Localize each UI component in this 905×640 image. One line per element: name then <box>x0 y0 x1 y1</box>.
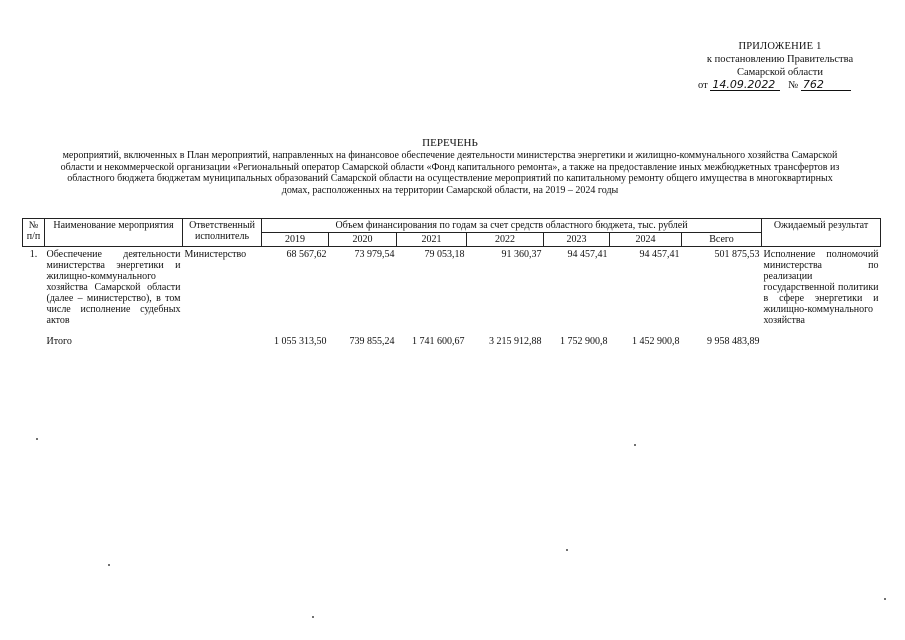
header-year: 2023 <box>544 233 610 247</box>
total-value-2020: 739 855,24 <box>349 336 395 347</box>
appendix-line-1: к постановлению Правительства <box>706 54 854 65</box>
row-value-2021: 79 053,18 <box>424 249 465 260</box>
total-result-cell <box>762 328 881 349</box>
date-prefix: от <box>698 80 708 91</box>
appendix-date-line <box>698 79 880 92</box>
handwritten-number: 762 <box>801 79 851 91</box>
total-row <box>23 328 881 349</box>
scan-speck <box>884 598 886 600</box>
scan-speck <box>566 549 568 551</box>
total-value-2019: 1 055 313,50 <box>274 336 327 347</box>
header-year: 2020 <box>329 233 397 247</box>
document-subtitle: мероприятий, включенных в План мероприятий, направленных на финансовое обеспечение деятельности министерства энергетики и жилищно-коммунального хозяйства Самарской области и некоммерческой организации «Региональный оператор Самарской области «Фонд капитального ремонта», а также на предоставление иных межбюджетных трансфертов из областного бюджета бюджетам муниципальных образований Самарской области на осуществление мероприятий по капитальному ремонту общего имущества в многоквартирных домах, расположенных на территории Самарской области, на 2019 – 2024 годы <box>60 150 840 196</box>
table-row <box>23 247 881 329</box>
row-executor: Министерство <box>184 249 247 260</box>
total-num-cell <box>23 328 45 349</box>
scan-speck <box>634 444 636 446</box>
header-year: 2019 <box>262 233 329 247</box>
row-value-2023: 94 457,41 <box>567 249 608 260</box>
document-heading <box>60 136 840 196</box>
total-value-sum: 9 958 483,89 <box>707 336 760 347</box>
row-value-2020: 73 979,54 <box>354 249 395 260</box>
row-num: 1. <box>29 249 38 260</box>
total-value-2024: 1 452 900,8 <box>632 336 680 347</box>
row-value-2022: 91 360,37 <box>501 249 542 260</box>
document-title: ПЕРЕЧЕНЬ <box>422 137 478 149</box>
scan-speck <box>312 616 314 618</box>
header-financing: Объем финансирования по годам за счет средств областного бюджета, тыс. рублей <box>262 219 762 233</box>
appendix-block <box>680 40 880 92</box>
header-num: № п/п <box>23 219 45 247</box>
appendix-title: ПРИЛОЖЕНИЕ 1 <box>738 41 822 52</box>
scan-speck <box>108 564 110 566</box>
header-year: 2024 <box>610 233 682 247</box>
header-executor: Ответственный исполнитель <box>183 219 262 247</box>
header-year: 2021 <box>397 233 467 247</box>
row-value-total: 501 875,53 <box>714 249 760 260</box>
total-label: Итого <box>46 336 72 347</box>
financing-table <box>22 218 881 349</box>
header-total: Всего <box>682 233 762 247</box>
total-value-2022: 3 215 912,88 <box>489 336 542 347</box>
handwritten-date: 14.09.2022 <box>710 79 780 91</box>
row-value-2024: 94 457,41 <box>639 249 680 260</box>
header-result: Ожидаемый результат <box>762 219 881 247</box>
number-prefix: № <box>788 80 799 91</box>
row-value-2019: 68 567,62 <box>286 249 327 260</box>
appendix-line-2: Самарской области <box>737 67 823 78</box>
total-value-2021: 1 741 600,67 <box>412 336 465 347</box>
scan-speck <box>36 438 38 440</box>
total-executor-cell <box>183 328 262 349</box>
header-year: 2022 <box>467 233 544 247</box>
total-value-2023: 1 752 900,8 <box>560 336 608 347</box>
row-name: Обеспечение деятельности министерства энергетики и жилищно-коммунального хозяйства Самарской области (далее – министерство), в том числе исполнение судебных актов <box>46 249 181 326</box>
row-result: Исполнение полномочий министерства по реализации государственной политики в сфере энергетики и жилищно-коммунального хозяйства <box>763 249 879 326</box>
header-name: Наименование мероприятия <box>45 219 183 247</box>
